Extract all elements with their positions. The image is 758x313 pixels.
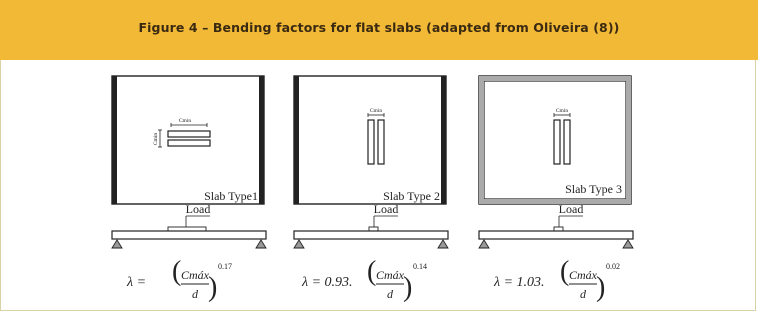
support-triangle-right-3 — [623, 240, 633, 248]
support-triangle-left-2 — [294, 240, 304, 248]
slab-support-right-1 — [259, 76, 264, 204]
panel-slab-type-3 — [479, 76, 633, 303]
beam-1 — [112, 231, 266, 239]
load-pad-1 — [168, 227, 206, 231]
beam-3 — [479, 231, 633, 239]
load-label-1: Load — [185, 202, 211, 216]
formula-numerator-1: Cmáx — [181, 268, 209, 282]
paren-right-3: ) — [596, 272, 606, 303]
paren-right-2: ) — [403, 272, 413, 303]
bending-factors-figure — [0, 60, 758, 310]
formula-2 — [301, 256, 427, 303]
figure-caption: Figure 4 – Bending factors for flat slabs (adapted from Oliveira (8)) — [138, 20, 620, 35]
load-label-2: Load — [373, 202, 399, 216]
column-2 — [368, 113, 384, 164]
support-triangle-left-1 — [112, 240, 122, 248]
column-1 — [158, 123, 210, 147]
cmin-vertical-label-1: Cmin — [153, 132, 159, 146]
cmin-label-2: Cmin — [369, 108, 383, 114]
formula-3 — [493, 256, 620, 303]
formula-denominator-2: d — [387, 287, 393, 301]
formula-prefix-3: λ = 1.03. — [494, 275, 545, 290]
slab-plan-2 — [294, 76, 446, 204]
load-pad-3 — [554, 227, 563, 231]
paren-left-1: ( — [172, 256, 182, 287]
slab-type-label-3: Slab Type 3 — [565, 182, 622, 196]
panel-slab-type-2 — [294, 76, 448, 303]
formula-numerator-3: Cmáx — [569, 268, 597, 282]
panel-slab-type-1 — [112, 76, 266, 303]
load-pad-2 — [369, 227, 378, 231]
paren-left-2: ( — [367, 256, 377, 287]
slab-support-left-2 — [294, 76, 299, 204]
formula-exponent-1: 0.17 — [218, 262, 232, 271]
support-triangle-left-3 — [479, 240, 489, 248]
paren-right-1: ) — [208, 272, 218, 303]
slab-type-label-2: Slab Type 2 — [383, 189, 440, 203]
formula-1 — [126, 256, 232, 303]
column-3 — [554, 113, 570, 164]
formula-prefix-1: λ = — [127, 275, 147, 290]
formula-numerator-2: Cmáx — [376, 268, 404, 282]
cmin-label-3: Cmin — [555, 108, 569, 114]
support-triangle-right-1 — [256, 240, 266, 248]
cmin-label-1: Cmin — [178, 118, 192, 124]
slab-type-label-1: Slab Type1 — [204, 189, 258, 203]
formula-prefix-2: λ = 0.93. — [302, 275, 353, 290]
load-label-3: Load — [558, 202, 584, 216]
formula-denominator-1: d — [192, 287, 198, 301]
slab-support-right-2 — [441, 76, 446, 204]
formula-denominator-3: d — [580, 287, 586, 301]
slab-support-left-1 — [112, 76, 117, 204]
formula-exponent-2: 0.14 — [413, 262, 427, 271]
support-triangle-right-2 — [438, 240, 448, 248]
paren-left-3: ( — [560, 256, 570, 287]
beam-2 — [294, 231, 448, 239]
formula-exponent-3: 0.02 — [606, 262, 620, 271]
